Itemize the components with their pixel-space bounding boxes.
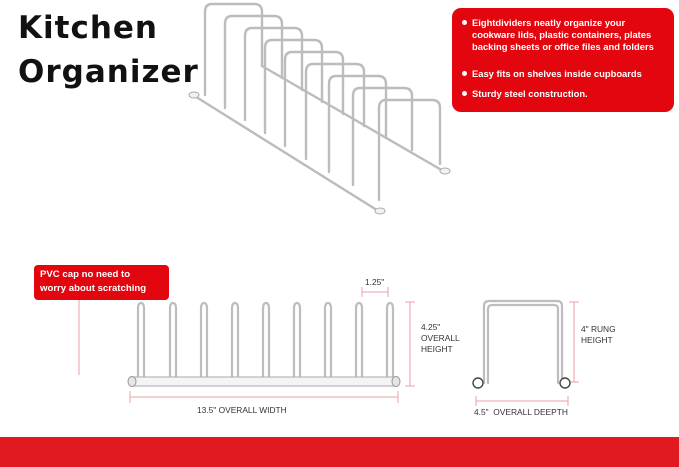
rung-height-label-2: HEIGHT (581, 335, 613, 345)
title-line-1: Kitchen (18, 10, 159, 46)
feature-text: Sturdy steel construction. (472, 88, 588, 99)
height-label-3: HEIGHT (421, 344, 453, 354)
feature-text: Eightdividers neatly organize your cookware lids, plastic containers, plates backing sheets or office files and folders (472, 17, 654, 52)
title-line-2: Organizer (18, 54, 199, 90)
width-label: 13.5" OVERALL WIDTH (197, 405, 287, 415)
height-label-2: OVERALL (421, 333, 460, 343)
feature-text: Easy fits on shelves inside cupboards (472, 68, 642, 79)
depth-label: 4.5" OVERALL DEEPTH (474, 407, 568, 417)
height-label-1: 4.25" (421, 322, 441, 332)
rung-height-label-1: 4" RUNG (581, 324, 616, 334)
callout-line-1: PVC cap no need to (40, 269, 131, 280)
callout-line-2: worry about scratching (40, 283, 147, 294)
spacing-label: 1.25" (365, 277, 385, 287)
footer-red-bar (0, 437, 679, 467)
pvc-cap-callout (34, 265, 169, 300)
